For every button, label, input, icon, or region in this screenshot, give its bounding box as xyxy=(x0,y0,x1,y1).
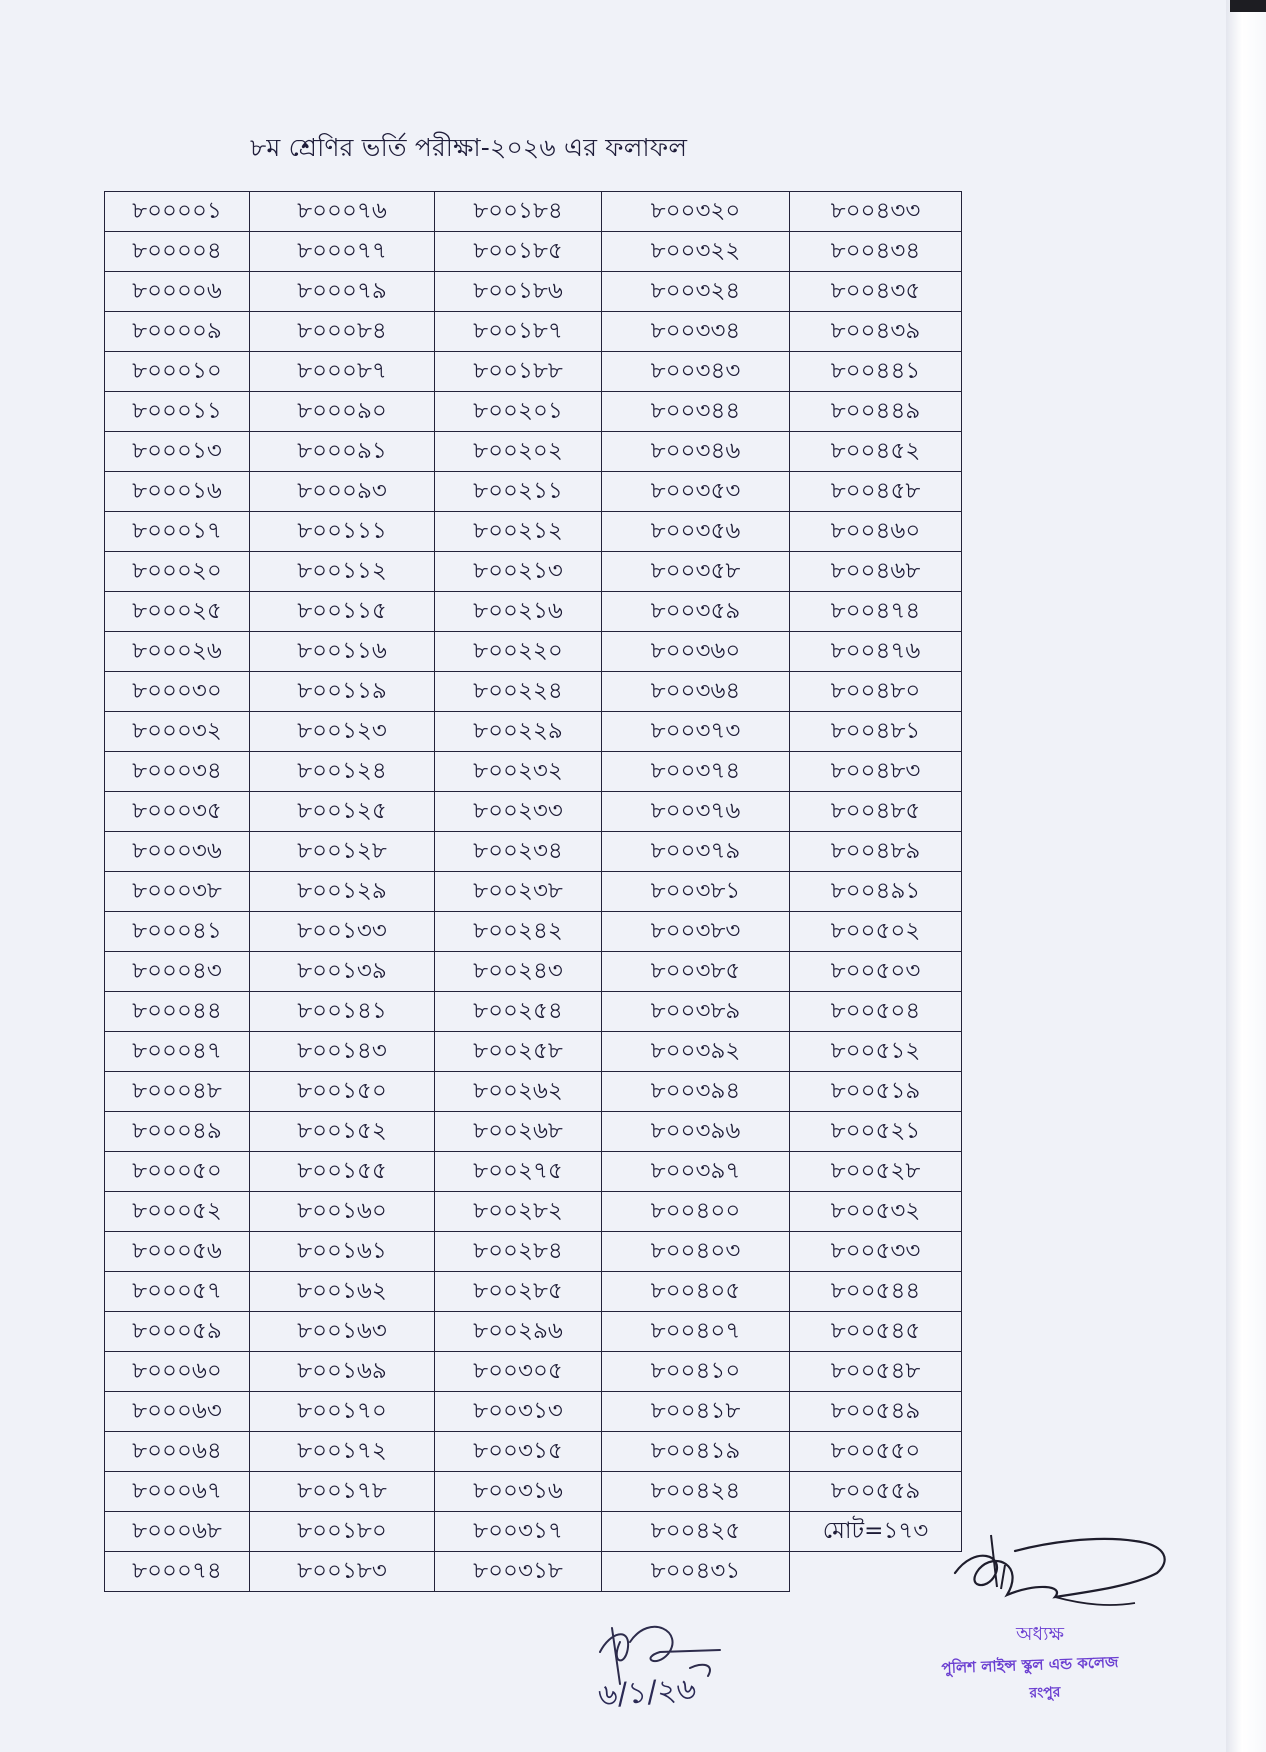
roll-number-cell: ৮০০০৬৭ xyxy=(105,1472,250,1512)
page-title: ৮ম শ্রেণির ভর্তি পরীক্ষা-২০২৬ এর ফলাফল xyxy=(250,133,688,162)
roll-number-cell: ৮০০৪৫৮ xyxy=(790,472,962,512)
roll-number-cell: ৮০০০১৬ xyxy=(105,472,250,512)
roll-number-cell: ৮০০৩৯৪ xyxy=(602,1072,790,1112)
roll-number-cell: ৮০০০৫৬ xyxy=(105,1232,250,1272)
table-row xyxy=(105,392,962,432)
roll-number-cell: ৮০০০৬০ xyxy=(105,1352,250,1392)
roll-number-cell: ৮০০৫৪৫ xyxy=(790,1312,962,1352)
table-row xyxy=(105,792,962,832)
roll-number-cell: ৮০০৫১২ xyxy=(790,1032,962,1072)
roll-number-cell: ৮০০০৩৮ xyxy=(105,872,250,912)
roll-number-cell: ৮০০৩৭৯ xyxy=(602,832,790,872)
table-row xyxy=(105,1032,962,1072)
table-row xyxy=(105,1272,962,1312)
roll-number-cell: ৮০০২১২ xyxy=(435,512,602,552)
table-row xyxy=(105,1112,962,1152)
stamp-designation: অধ্যক্ষ xyxy=(1015,1623,1064,1645)
roll-number-cell: ৮০০০৮৪ xyxy=(250,312,435,352)
roll-number-cell: ৮০০১২৪ xyxy=(250,752,435,792)
roll-number-cell: ৮০০৪৩৩ xyxy=(790,192,962,232)
roll-number-cell: ৮০০৪৮৯ xyxy=(790,832,962,872)
principal-stamp xyxy=(890,1620,1170,1705)
roll-number-cell: ৮০০৫০৩ xyxy=(790,952,962,992)
roll-number-cell: ৮০০০৪৪ xyxy=(105,992,250,1032)
roll-number-cell: ৮০০৩৬০ xyxy=(602,632,790,672)
roll-number-cell: ৮০০৪৫২ xyxy=(790,432,962,472)
roll-number-cell: ৮০০০৫৭ xyxy=(105,1272,250,1312)
roll-number-cell: ৮০০২৮৪ xyxy=(435,1232,602,1272)
roll-number-cell: ৮০০১৬৩ xyxy=(250,1312,435,1352)
roll-number-cell: ৮০০২৮৫ xyxy=(435,1272,602,1312)
roll-number-cell: ৮০০২১৩ xyxy=(435,552,602,592)
table-row xyxy=(105,192,962,232)
roll-number-cell: ৮০০১৮৪ xyxy=(435,192,602,232)
roll-number-cell: ৮০০৪৩৫ xyxy=(790,272,962,312)
table-row xyxy=(105,632,962,672)
signature-date: ৬/১/২৬ xyxy=(596,1671,698,1714)
roll-number-cell: ৮০০২০২ xyxy=(435,432,602,472)
roll-number-cell: ৮০০৪৭৪ xyxy=(790,592,962,632)
roll-number-cell: ৮০০১২৩ xyxy=(250,712,435,752)
table-row xyxy=(105,472,962,512)
roll-number-cell: ৮০০১৮৮ xyxy=(435,352,602,392)
roll-number-cell: ৮০০০২৬ xyxy=(105,632,250,672)
roll-number-cell: ৮০০০৪৯ xyxy=(105,1112,250,1152)
roll-number-cell: ৮০০৫৩৩ xyxy=(790,1232,962,1272)
roll-number-cell: ৮০০০০৬ xyxy=(105,272,250,312)
table-row xyxy=(105,952,962,992)
roll-number-cell: ৮০০৪৪৯ xyxy=(790,392,962,432)
roll-number-cell: ৮০০০৩৫ xyxy=(105,792,250,832)
roll-number-cell: ৮০০০৬৮ xyxy=(105,1512,250,1552)
roll-number-cell: ৮০০১১২ xyxy=(250,552,435,592)
roll-number-cell: ৮০০৫৪৪ xyxy=(790,1272,962,1312)
table-row xyxy=(105,1432,962,1472)
roll-number-cell: ৮০০৫২৮ xyxy=(790,1152,962,1192)
roll-number-cell: ৮০০০৫০ xyxy=(105,1152,250,1192)
table-row xyxy=(105,1232,962,1272)
roll-number-cell: ৮০০৫৫০ xyxy=(790,1432,962,1472)
roll-number-cell: ৮০০১৭২ xyxy=(250,1432,435,1472)
roll-number-cell: ৮০০৪৮৫ xyxy=(790,792,962,832)
roll-number-cell: ৮০০১৮৩ xyxy=(250,1552,435,1592)
roll-number-cell: মোট=১৭৩ xyxy=(790,1512,962,1552)
roll-number-cell: ৮০০২৯৬ xyxy=(435,1312,602,1352)
roll-number-cell: ৮০০৩৪৬ xyxy=(602,432,790,472)
roll-number-cell: ৮০০০৩০ xyxy=(105,672,250,712)
roll-number-cell: ৮০০৩২০ xyxy=(602,192,790,232)
roll-number-cell: ৮০০০৪১ xyxy=(105,912,250,952)
roll-number-cell: ৮০০৪১৯ xyxy=(602,1432,790,1472)
roll-number-cell: ৮০০৩৯২ xyxy=(602,1032,790,1072)
table-row xyxy=(105,512,962,552)
roll-number-cell: ৮০০৩৭৬ xyxy=(602,792,790,832)
roll-number-cell: ৮০০২৮২ xyxy=(435,1192,602,1232)
roll-number-cell: ৮০০০০৯ xyxy=(105,312,250,352)
roll-number-cell: ৮০০০১৩ xyxy=(105,432,250,472)
roll-number-cell: ৮০০০১৭ xyxy=(105,512,250,552)
table-row xyxy=(105,1472,962,1512)
table-row xyxy=(105,352,962,392)
roll-number-cell: ৮০০৩২২ xyxy=(602,232,790,272)
roll-number-cell: ৮০০৪০৫ xyxy=(602,1272,790,1312)
table-row xyxy=(105,752,962,792)
roll-number-cell: ৮০০০৪৮ xyxy=(105,1072,250,1112)
table-row xyxy=(105,1072,962,1112)
roll-number-cell: ৮০০৫২১ xyxy=(790,1112,962,1152)
roll-number-cell: ৮০০৫৫৯ xyxy=(790,1472,962,1512)
roll-number-cell: ৮০০২৩৪ xyxy=(435,832,602,872)
roll-number-cell: ৮০০৩১৮ xyxy=(435,1552,602,1592)
roll-number-cell: ৮০০১৩৩ xyxy=(250,912,435,952)
roll-number-cell: ৮০০৪৭৬ xyxy=(790,632,962,672)
roll-number-cell: ৮০০০৯০ xyxy=(250,392,435,432)
roll-number-cell: ৮০০২১৬ xyxy=(435,592,602,632)
roll-number-cell: ৮০০৪২৫ xyxy=(602,1512,790,1552)
table-row xyxy=(105,232,962,272)
table-row xyxy=(105,992,962,1032)
roll-number-cell: ৮০০৩৪৪ xyxy=(602,392,790,432)
roll-number-cell: ৮০০০৪৭ xyxy=(105,1032,250,1072)
roll-number-cell: ৮০০৪৯১ xyxy=(790,872,962,912)
roll-number-cell: ৮০০০৮৭ xyxy=(250,352,435,392)
table-row xyxy=(105,912,962,952)
roll-number-cell: ৮০০৩৫৬ xyxy=(602,512,790,552)
roll-number-cell: ৮০০২৬৮ xyxy=(435,1112,602,1152)
roll-number-cell: ৮০০০৩৪ xyxy=(105,752,250,792)
roll-number-cell: ৮০০২৩২ xyxy=(435,752,602,792)
roll-number-cell: ৮০০১৭০ xyxy=(250,1392,435,1432)
roll-number-cell: ৮০০১৫২ xyxy=(250,1112,435,1152)
roll-number-cell: ৮০০৩০৫ xyxy=(435,1352,602,1392)
roll-number-cell: ৮০০৪৩১ xyxy=(602,1552,790,1592)
roll-number-cell: ৮০০০৭৪ xyxy=(105,1552,250,1592)
roll-number-cell: ৮০০৫১৯ xyxy=(790,1072,962,1112)
principal-signature xyxy=(935,1525,1175,1620)
roll-number-cell: ৮০০৩৭৪ xyxy=(602,752,790,792)
roll-number-cell: ৮০০১২৮ xyxy=(250,832,435,872)
table-row xyxy=(105,712,962,752)
roll-number-cell: ৮০০১৬২ xyxy=(250,1272,435,1312)
roll-number-cell: ৮০০২৪৩ xyxy=(435,952,602,992)
roll-number-cell: ৮০০২৬২ xyxy=(435,1072,602,1112)
roll-number-cell: ৮০০৪১৮ xyxy=(602,1392,790,1432)
roll-number-cell: ৮০০০৭৭ xyxy=(250,232,435,272)
roll-number-cell: ৮০০২৩৩ xyxy=(435,792,602,832)
roll-number-cell: ৮০০০০১ xyxy=(105,192,250,232)
roll-number-cell: ৮০০১৪৩ xyxy=(250,1032,435,1072)
stamp-institution: পুলিশ লাইন্স স্কুল এন্ড কলেজ xyxy=(941,1652,1119,1678)
roll-number-cell: ৮০০১৮৭ xyxy=(435,312,602,352)
roll-number-cell: ৮০০৩৯৭ xyxy=(602,1152,790,1192)
table-row xyxy=(105,1552,962,1592)
roll-number-cell: ৮০০০৭৯ xyxy=(250,272,435,312)
roll-number-cell: ৮০০৩১৫ xyxy=(435,1432,602,1472)
table-row xyxy=(105,552,962,592)
roll-number-cell: ৮০০৪০৩ xyxy=(602,1232,790,1272)
roll-number-cell: ৮০০০৪৩ xyxy=(105,952,250,992)
roll-number-cell: ৮০০৪০৭ xyxy=(602,1312,790,1352)
roll-number-cell: ৮০০৩১৬ xyxy=(435,1472,602,1512)
roll-number-cell: ৮০০১১১ xyxy=(250,512,435,552)
roll-number-cell: ৮০০১৪১ xyxy=(250,992,435,1032)
results-table xyxy=(104,191,962,1592)
roll-number-cell: ৮০০০৬৩ xyxy=(105,1392,250,1432)
table-row xyxy=(105,312,962,352)
roll-number-cell: ৮০০৩২৪ xyxy=(602,272,790,312)
roll-number-cell: ৮০০০৫২ xyxy=(105,1192,250,1232)
table-row xyxy=(105,832,962,872)
table-row xyxy=(105,1352,962,1392)
roll-number-cell: ৮০০১২৫ xyxy=(250,792,435,832)
roll-number-cell: ৮০০৪৩৪ xyxy=(790,232,962,272)
scan-corner xyxy=(1230,0,1266,12)
roll-number-cell: ৮০০২২৯ xyxy=(435,712,602,752)
roll-number-cell: ৮০০৫৩২ xyxy=(790,1192,962,1232)
roll-number-cell: ৮০০৪৮১ xyxy=(790,712,962,752)
roll-number-cell: ৮০০৪৮০ xyxy=(790,672,962,712)
roll-number-cell: ৮০০৩৮১ xyxy=(602,872,790,912)
stamp-city: রংপুর xyxy=(1029,1684,1061,1702)
page-edge xyxy=(1226,0,1266,1752)
roll-number-cell: ৮০০২১১ xyxy=(435,472,602,512)
roll-number-cell: ৮০০০৭৬ xyxy=(250,192,435,232)
roll-number-cell: ৮০০০০৪ xyxy=(105,232,250,272)
table-row xyxy=(105,1152,962,1192)
roll-number-cell: ৮০০১১৬ xyxy=(250,632,435,672)
table-row xyxy=(105,432,962,472)
roll-number-cell: ৮০০১৮০ xyxy=(250,1512,435,1552)
roll-number-cell: ৮০০০৯৩ xyxy=(250,472,435,512)
table-row xyxy=(105,1512,962,1552)
roll-number-cell: ৮০০০১১ xyxy=(105,392,250,432)
roll-number-cell: ৮০০৩৮৫ xyxy=(602,952,790,992)
table-row xyxy=(105,1312,962,1352)
roll-number-cell: ৮০০৪৪১ xyxy=(790,352,962,392)
roll-number-cell: ৮০০১৮৬ xyxy=(435,272,602,312)
roll-number-cell: ৮০০৪৬৮ xyxy=(790,552,962,592)
table-row xyxy=(105,1392,962,1432)
roll-number-cell: ৮০০৫০২ xyxy=(790,912,962,952)
roll-number-cell: ৮০০৪১০ xyxy=(602,1352,790,1392)
roll-number-cell: ৮০০৩৪৩ xyxy=(602,352,790,392)
roll-number-cell: ৮০০০২৫ xyxy=(105,592,250,632)
roll-number-cell: ৮০০৩৯৬ xyxy=(602,1112,790,1152)
roll-number-cell: ৮০০৩৭৩ xyxy=(602,712,790,752)
results-table-body xyxy=(105,192,962,1592)
roll-number-cell: ৮০০২২৪ xyxy=(435,672,602,712)
roll-number-cell: ৮০০২২০ xyxy=(435,632,602,672)
roll-number-cell: ৮০০১১৯ xyxy=(250,672,435,712)
roll-number-cell: ৮০০১৮৫ xyxy=(435,232,602,272)
table-row xyxy=(105,872,962,912)
roll-number-cell: ৮০০২৭৫ xyxy=(435,1152,602,1192)
roll-number-cell: ৮০০১১৫ xyxy=(250,592,435,632)
roll-number-cell: ৮০০৩৫৯ xyxy=(602,592,790,632)
roll-number-cell: ৮০০৩১৩ xyxy=(435,1392,602,1432)
roll-number-cell: ৮০০১৬১ xyxy=(250,1232,435,1272)
roll-number-cell: ৮০০৫৪৯ xyxy=(790,1392,962,1432)
roll-number-cell: ৮০০৩৫৩ xyxy=(602,472,790,512)
roll-number-cell: ৮০০৩৮৩ xyxy=(602,912,790,952)
roll-number-cell: ৮০০৩১৭ xyxy=(435,1512,602,1552)
roll-number-cell: ৮০০১৬০ xyxy=(250,1192,435,1232)
table-row xyxy=(105,1192,962,1232)
roll-number-cell: ৮০০০৫৯ xyxy=(105,1312,250,1352)
roll-number-cell: ৮০০২৪২ xyxy=(435,912,602,952)
roll-number-cell: ৮০০৪৬০ xyxy=(790,512,962,552)
roll-number-cell: ৮০০২০১ xyxy=(435,392,602,432)
roll-number-cell: ৮০০০১০ xyxy=(105,352,250,392)
roll-number-cell: ৮০০০৯১ xyxy=(250,432,435,472)
roll-number-cell: ৮০০২৫৮ xyxy=(435,1032,602,1072)
roll-number-cell: ৮০০২৩৮ xyxy=(435,872,602,912)
roll-number-cell: ৮০০৪৮৩ xyxy=(790,752,962,792)
roll-number-cell: ৮০০১৫৫ xyxy=(250,1152,435,1192)
roll-number-cell: ৮০০৩৫৮ xyxy=(602,552,790,592)
roll-number-cell: ৮০০০৬৪ xyxy=(105,1432,250,1472)
roll-number-cell: ৮০০০৩২ xyxy=(105,712,250,752)
table-row xyxy=(105,672,962,712)
roll-number-cell: ৮০০১৫০ xyxy=(250,1072,435,1112)
roll-number-cell: ৮০০৪০০ xyxy=(602,1192,790,1232)
roll-number-cell: ৮০০৪২৪ xyxy=(602,1472,790,1512)
roll-number-cell: ৮০০১৩৯ xyxy=(250,952,435,992)
roll-number-cell: ৮০০৫০৪ xyxy=(790,992,962,1032)
roll-number-cell: ৮০০৪৩৯ xyxy=(790,312,962,352)
roll-number-cell: ৮০০০৩৬ xyxy=(105,832,250,872)
roll-number-cell: ৮০০১৭৮ xyxy=(250,1472,435,1512)
roll-number-cell: ৮০০৩৮৯ xyxy=(602,992,790,1032)
table-row xyxy=(105,592,962,632)
roll-number-cell: ৮০০৩৬৪ xyxy=(602,672,790,712)
roll-number-cell: ৮০০১৬৯ xyxy=(250,1352,435,1392)
roll-number-cell: ৮০০০২০ xyxy=(105,552,250,592)
roll-number-cell: ৮০০২৫৪ xyxy=(435,992,602,1032)
roll-number-cell: ৮০০৫৪৮ xyxy=(790,1352,962,1392)
roll-number-cell: ৮০০৩৩৪ xyxy=(602,312,790,352)
table-row xyxy=(105,272,962,312)
roll-number-cell: ৮০০১২৯ xyxy=(250,872,435,912)
